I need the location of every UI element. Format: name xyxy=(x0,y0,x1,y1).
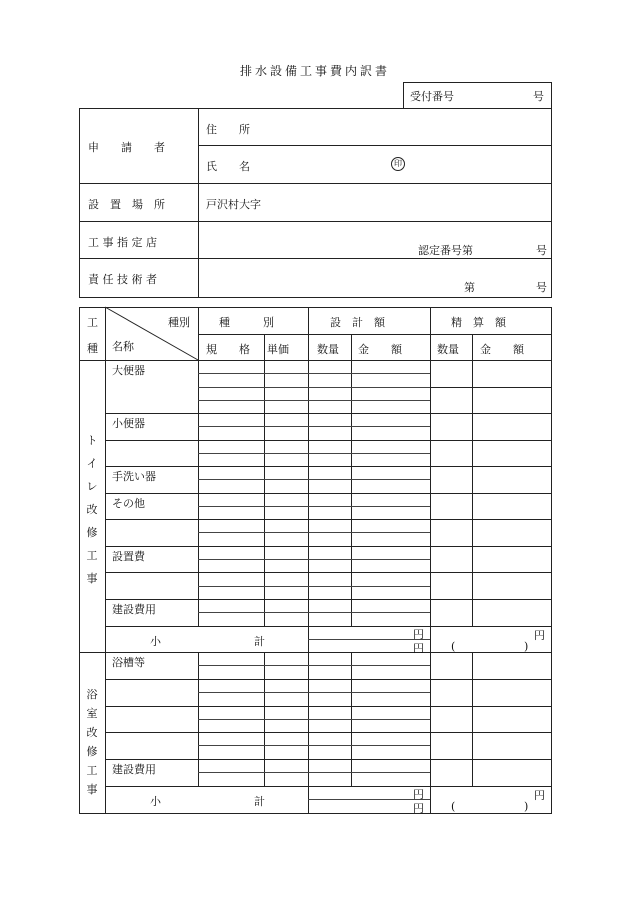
applicant-label: 申 請 者 xyxy=(88,141,165,154)
toilet-vchar-4: 修 xyxy=(86,526,98,539)
seal-icon: 印 xyxy=(391,157,405,171)
engineer-suffix: 号 xyxy=(536,281,547,294)
contractor-cert-suffix: 号 xyxy=(536,244,547,257)
bath-vchar-3: 修 xyxy=(86,745,98,758)
col-meishou: 名称 xyxy=(112,340,134,353)
contractor-label: 工 事 指 定 店 xyxy=(88,236,157,249)
name-label: 氏 名 xyxy=(206,160,250,173)
contractor-cert-label: 認定番号第 xyxy=(418,244,473,257)
bath-vchar-2: 改 xyxy=(86,726,98,739)
document-title: 排水設備工事費内訳書 xyxy=(239,64,390,78)
bath-subtotal-label-1: 小 xyxy=(150,795,161,808)
toilet-paren-close: ) xyxy=(524,640,529,653)
sub-suryo: 数量 xyxy=(317,343,339,356)
toilet-vchar-5: 工 xyxy=(86,549,98,562)
toilet-yen-2: 円 xyxy=(413,642,424,655)
receipt-number-suffix: 号 xyxy=(533,90,544,103)
group-seisan: 精 算 額 xyxy=(451,316,506,329)
toilet-item-0: 大便器 xyxy=(112,364,145,377)
toilet-vchar-0: ト xyxy=(86,434,98,447)
toilet-yen-1: 円 xyxy=(413,628,424,641)
sub-kingaku: 金 額 xyxy=(358,343,402,356)
engineer-prefix: 第 xyxy=(464,281,475,294)
toilet-item-4: 設置費 xyxy=(112,550,145,563)
location-label: 設 置 場 所 xyxy=(88,198,165,211)
toilet-yen-3: 円 xyxy=(534,629,545,642)
bath-item-0: 浴槽等 xyxy=(112,656,145,669)
toilet-paren-open: ( xyxy=(451,640,456,653)
receipt-number-label: 受付番号 xyxy=(410,90,454,103)
engineer-label: 責 任 技 術 者 xyxy=(88,273,157,286)
bath-subtotal-label-2: 計 xyxy=(254,795,265,808)
toilet-subtotal-label-2: 計 xyxy=(254,635,265,648)
toilet-vchar-2: レ xyxy=(86,480,98,493)
sub-tanka: 単価 xyxy=(267,343,289,356)
bath-vchar-0: 浴 xyxy=(86,688,98,701)
bath-vchar-1: 室 xyxy=(86,707,98,720)
location-value: 戸沢村大字 xyxy=(206,198,261,211)
toilet-vchar-6: 事 xyxy=(86,572,98,585)
bath-yen-3: 円 xyxy=(534,789,545,802)
toilet-item-1: 小便器 xyxy=(112,417,145,430)
toilet-item-2: 手洗い器 xyxy=(112,470,156,483)
sub-suryo2: 数量 xyxy=(437,343,459,356)
bath-paren-close: ) xyxy=(524,800,529,813)
address-label: 住 所 xyxy=(206,123,250,136)
bath-yen-1: 円 xyxy=(413,788,424,801)
bath-yen-2: 円 xyxy=(413,802,424,815)
col-shubetsu: 種別 xyxy=(168,316,190,329)
bath-vchar-5: 事 xyxy=(86,783,98,796)
bath-vchar-4: 工 xyxy=(86,764,98,777)
col-koushu-bottom: 種 xyxy=(87,342,98,355)
bath-item-1: 建設費用 xyxy=(112,763,156,776)
group-sekkei: 設 計 額 xyxy=(330,316,385,329)
toilet-item-5: 建設費用 xyxy=(112,603,156,616)
toilet-subtotal-label-1: 小 xyxy=(150,635,161,648)
bath-paren-open: ( xyxy=(451,800,456,813)
toilet-vchar-1: イ xyxy=(86,457,98,470)
sub-kikaku: 規 格 xyxy=(206,343,250,356)
toilet-item-3: その他 xyxy=(112,497,145,510)
toilet-vchar-3: 改 xyxy=(86,503,98,516)
sub-kingaku2: 金 額 xyxy=(480,343,524,356)
group-shubetsu: 種 別 xyxy=(219,316,274,329)
col-koushu-top: 工 xyxy=(87,316,98,329)
